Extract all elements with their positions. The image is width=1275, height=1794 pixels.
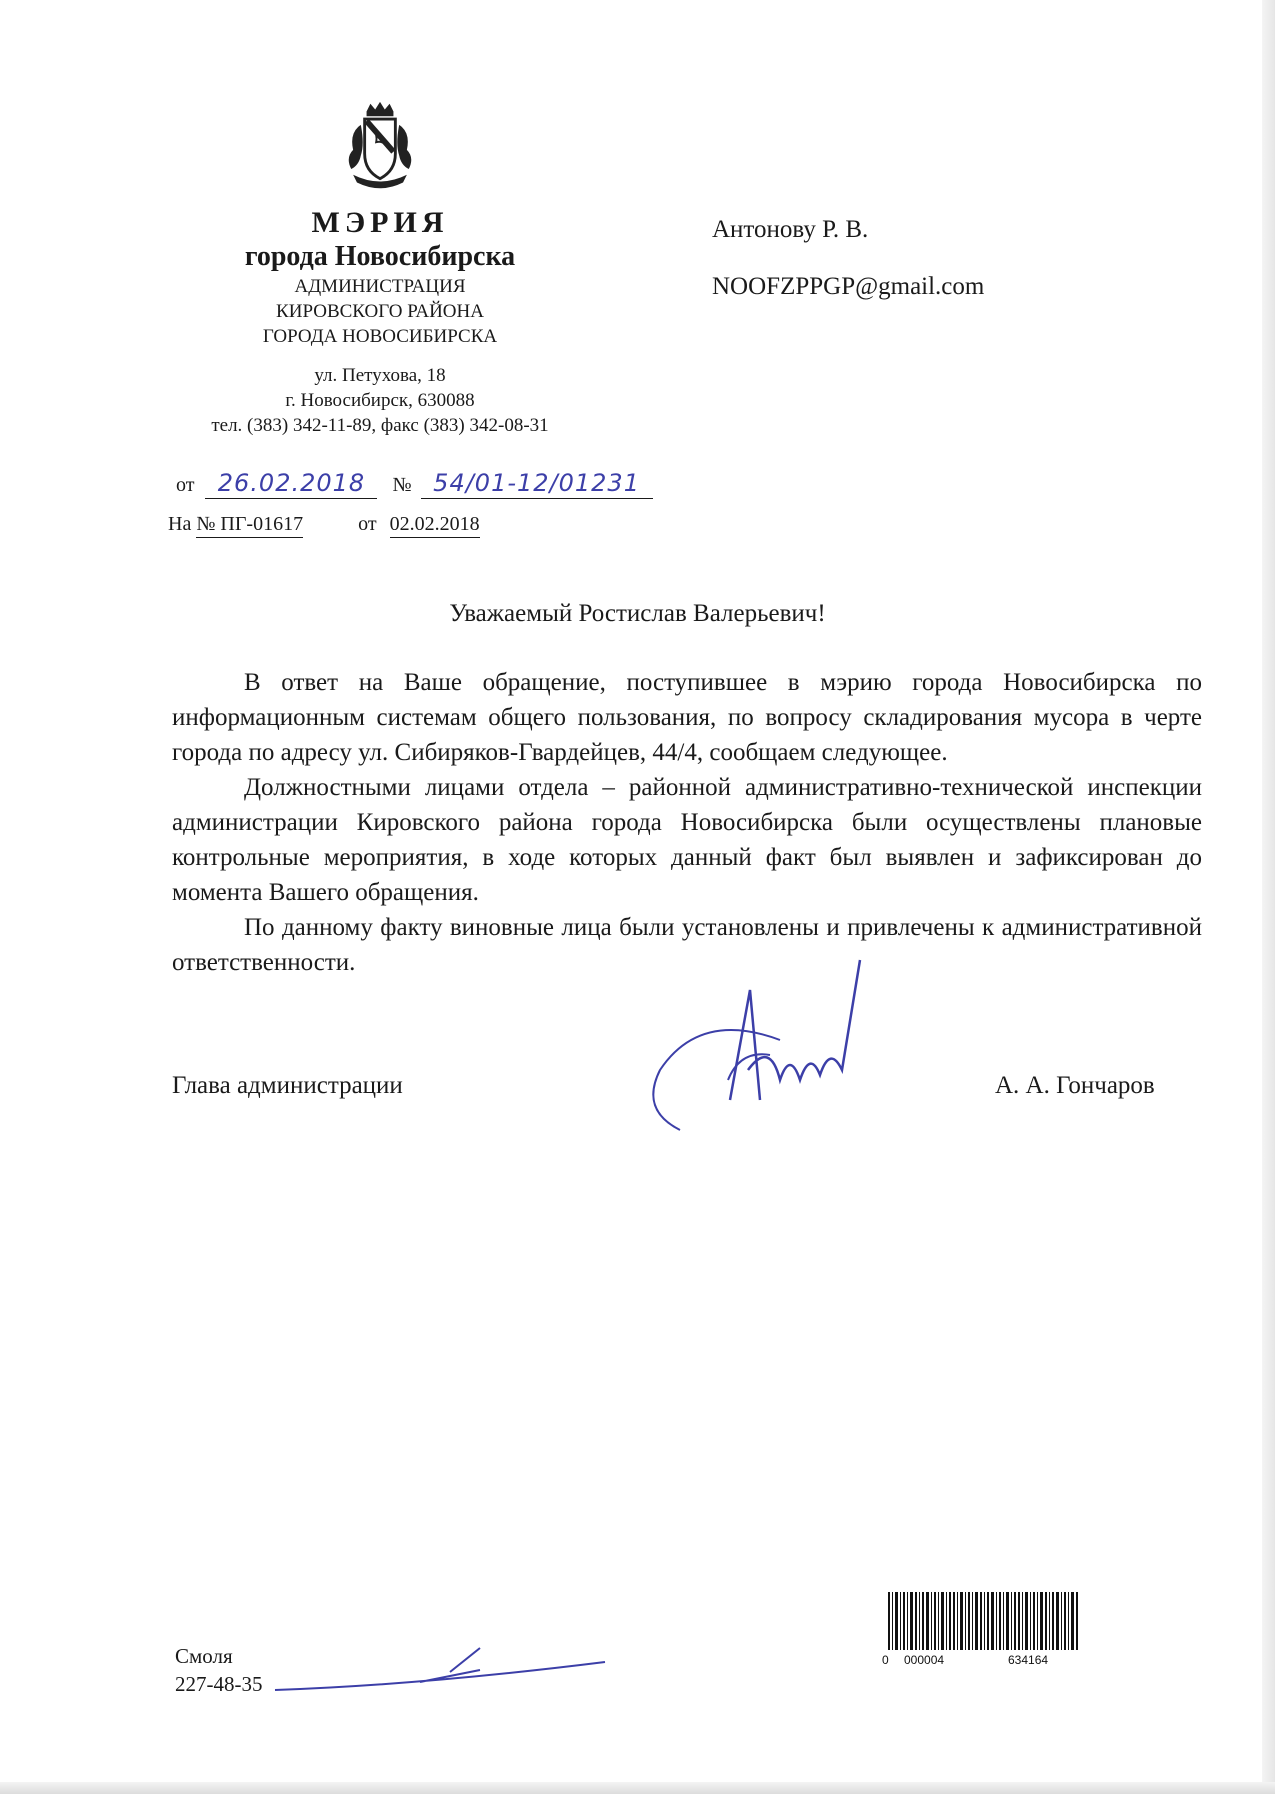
signatory-name: А. А. Гончаров <box>995 1072 1155 1099</box>
paragraph-3: По данному факту виновные лица были установлены и привлечены к административной ответственности. <box>172 914 1202 976</box>
barcode-left-code: 0 <box>882 1653 889 1667</box>
org-sub-line-1: АДМИНИСТРАЦИЯ <box>294 276 466 297</box>
org-city: города Новосибирска <box>244 241 516 272</box>
reply-label: На <box>168 513 192 535</box>
letterhead <box>160 98 600 438</box>
paragraph-1: В ответ на Ваше обращение, поступившее в мэрию города Новосибирска по информационным системам общего пользования, по вопросу складирования мусора в черте города по адресу ул. Сибиряков-Гвардейцев, 44/4, сообщаем следующее. <box>172 669 1202 766</box>
letter-body <box>172 665 1202 980</box>
reply-number: № ПГ-01617 <box>196 511 303 538</box>
address-street: ул. Петухова, 18 <box>314 365 446 386</box>
org-sub-line-3: ГОРОДА НОВОСИБИРСКА <box>262 326 498 347</box>
number-label: № <box>392 474 412 496</box>
reply-reference-line <box>168 511 480 538</box>
recipient-email: NOOFZPPGP@gmail.com <box>712 273 985 300</box>
scan-edge-bottom <box>0 1782 1275 1794</box>
scan-edge-right <box>1262 0 1275 1794</box>
registration-date: 26.02.2018 <box>217 469 366 497</box>
paragraph-2: Должностными лицами отдела – районной административно-технической инспекции администрации Кировского района города Новосибирска были осуществлены плановые контрольные мероприятия, в ходе которых данный факт был выявлен и зафиксирован до момента Вашего обращения. <box>172 774 1202 906</box>
salutation: Уважаемый Ростислав Валерьевич! <box>449 600 826 627</box>
registration-date-field <box>205 470 377 499</box>
reply-from-label: от <box>358 513 377 535</box>
org-sub-line-2: КИРОВСКОГО РАЙОНА <box>276 301 484 322</box>
executor-initials-stroke <box>270 1640 620 1700</box>
signatory-title: Глава администрации <box>172 1072 403 1099</box>
recipient-name: Антонову Р. В. <box>712 216 869 243</box>
coat-of-arms-icon <box>332 98 428 194</box>
executor-name: Смоля <box>175 1644 233 1668</box>
barcode-mid-code: 000004 <box>904 1653 945 1667</box>
org-title: МЭРИЯ <box>311 206 449 239</box>
registration-number-field <box>421 470 653 499</box>
barcode-right-code: 634164 <box>1008 1653 1049 1667</box>
executor-phone: 227-48-35 <box>175 1672 263 1696</box>
from-label: от <box>176 474 195 496</box>
address-phone: тел. (383) 342-11-89, факс (383) 342-08-31 <box>211 415 549 436</box>
reply-date: 02.02.2018 <box>390 511 480 538</box>
registration-line <box>176 470 653 499</box>
registration-number: 54/01-12/01231 <box>433 469 640 497</box>
address-city: г. Новосибирск, 630088 <box>285 390 475 411</box>
barcode <box>880 1590 1090 1670</box>
executor-block <box>175 1642 263 1698</box>
handwritten-signature <box>620 950 880 1140</box>
